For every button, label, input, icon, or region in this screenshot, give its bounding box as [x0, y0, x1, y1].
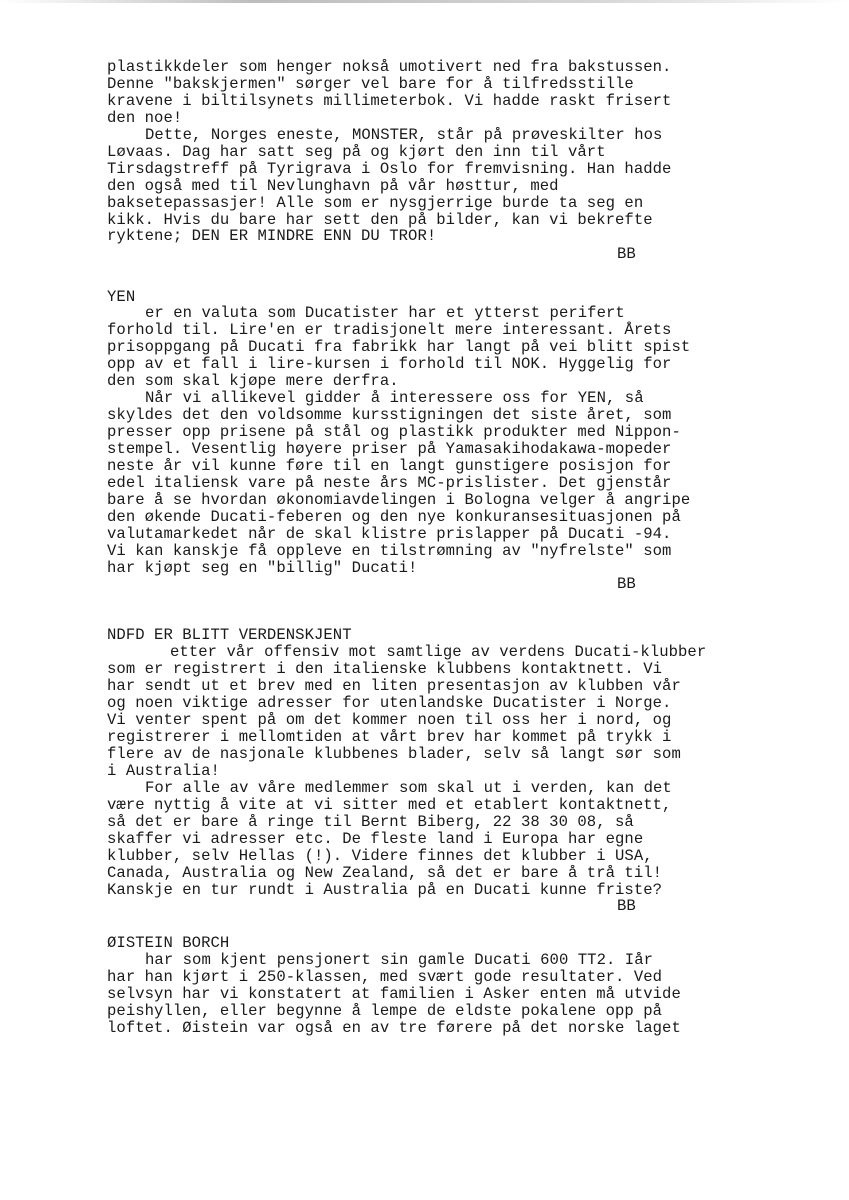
body-line: den økende Ducati-feberen og den nye konkuransesituasjonen på	[107, 508, 681, 526]
body-line: klubber, selv Hellas (!). Videre finnes det klubber i USA,	[107, 847, 653, 865]
body-line: er en valuta som Ducatister har et ytterst perifert	[145, 304, 625, 322]
body-line: valutamarkedet når de skal klistre prislapper på Ducati -94.	[107, 525, 672, 543]
body-line: prisoppgang på Ducati fra fabrikk har langt på vei blitt spist	[107, 338, 691, 356]
body-line: den også med til Nevlunghavn på vår høsttur, med	[107, 177, 559, 195]
body-line: så det er bare å ringe til Bernt Biberg, 22 38 30 08, så	[107, 813, 634, 831]
body-line: kravene i biltilsynets millimeterbok. Vi hadde raskt frisert	[107, 92, 672, 110]
body-line: har som kjent pensjonert sin gamle Ducati 600 TT2. Iår	[145, 951, 654, 969]
body-line: presser opp prisene på stål og plastikk produkter med Nippon-	[107, 423, 681, 441]
body-line: Når vi allikevel gidder å interessere oss for YEN, så	[145, 389, 644, 407]
body-line: Løvaas. Dag har satt seg på og kjørt den inn til vårt	[107, 143, 606, 161]
body-line: som er registrert i den italienske klubbens kontaktnett. Vi	[107, 660, 663, 678]
body-line: være nyttig å vite at vi sitter med et etablert kontaktnett,	[107, 796, 672, 814]
scan-top-edge	[0, 0, 849, 3]
body-line: Dette, Norges eneste, MONSTER, står på prøveskilter hos	[145, 126, 663, 144]
body-line: For alle av våre medlemmer som skal ut i verden, kan det	[145, 779, 672, 797]
body-line: stempel. Vesentlig høyere priser på Yamasakihodakawa-mopeder	[107, 440, 672, 458]
section-heading: NDFD ER BLITT VERDENSKJENT	[107, 626, 352, 644]
body-line: Vi venter spent på om det kommer noen til oss her i nord, og	[107, 711, 672, 729]
body-line: opp av et fall i lire-kursen i forhold til NOK. Hyggelig for	[107, 355, 672, 373]
body-line: har kjøpt seg en "billig" Ducati!	[107, 559, 418, 577]
body-line: baksetepassasjer! Alle som er nysgjerrige burde ta seg en	[107, 194, 644, 212]
body-line: registrerer i mellomtiden at vårt brev har kommet på trykk i	[107, 728, 672, 746]
section-heading: ØISTEIN BORCH	[107, 934, 230, 952]
author-signature: BB	[617, 897, 636, 915]
body-line: har sendt ut et brev med en liten presentasjon av klubben vår	[107, 677, 681, 695]
body-line: Kanskje en tur rundt i Australia på en Ducati kunne friste?	[107, 881, 663, 899]
body-line: flere av de nasjonale klubbenes blader, selv så langt sør som	[107, 745, 681, 763]
body-line: etter vår offensiv mot samtlige av verdens Ducati-klubber	[170, 643, 707, 661]
body-line: forhold til. Lire'en er tradisjonelt mere interessant. Årets	[107, 321, 672, 339]
body-line: peishyllen, eller begynne å lempe de eldste pokalene opp på	[107, 1002, 663, 1020]
body-line: plastikkdeler som henger nokså umotivert ned fra bakstussen.	[107, 58, 672, 76]
author-signature: BB	[617, 575, 636, 593]
body-line: Tirsdagstreff på Tyrigrava i Oslo for fremvisning. Han hadde	[107, 160, 672, 178]
body-line: i Australia!	[107, 762, 220, 780]
body-line: ryktene; DEN ER MINDRE ENN DU TROR!	[107, 227, 437, 245]
body-line: skaffer vi adresser etc. De fleste land i Europa har egne	[107, 830, 644, 848]
body-line: skyldes det den voldsomme kursstigningen det siste året, som	[107, 406, 672, 424]
body-line: Denne "bakskjermen" sørger vel bare for å tilfredsstille	[107, 75, 634, 93]
body-line: har han kjørt i 250-klassen, med svært gode resultater. Ved	[107, 968, 663, 986]
body-line: kikk. Hvis du bare har sett den på bilder, kan vi bekrefte	[107, 211, 653, 229]
body-line: loftet. Øistein var også en av tre førere på det norske laget	[107, 1019, 681, 1037]
body-line: og noen viktige adresser for utenlandske Ducatister i Norge.	[107, 694, 672, 712]
body-line: edel italiensk vare på neste års MC-prislister. Det gjenstår	[107, 474, 672, 492]
author-signature: BB	[617, 245, 636, 263]
body-line: den som skal kjøpe mere derfra.	[107, 372, 399, 390]
body-line: Canada, Australia og New Zealand, så det er bare å trå til!	[107, 864, 663, 882]
body-line: neste år vil kunne føre til en langt gunstigere posisjon for	[107, 457, 672, 475]
section-heading: YEN	[107, 288, 136, 306]
body-line: Vi kan kanskje få oppleve en tilstrømning av "nyfrelste" som	[107, 542, 672, 560]
body-line: den noe!	[107, 109, 183, 127]
body-line: bare å se hvordan økonomiavdelingen i Bologna velger å angripe	[107, 491, 691, 509]
body-line: selvsyn har vi konstatert at familien i Asker enten må utvide	[107, 985, 681, 1003]
